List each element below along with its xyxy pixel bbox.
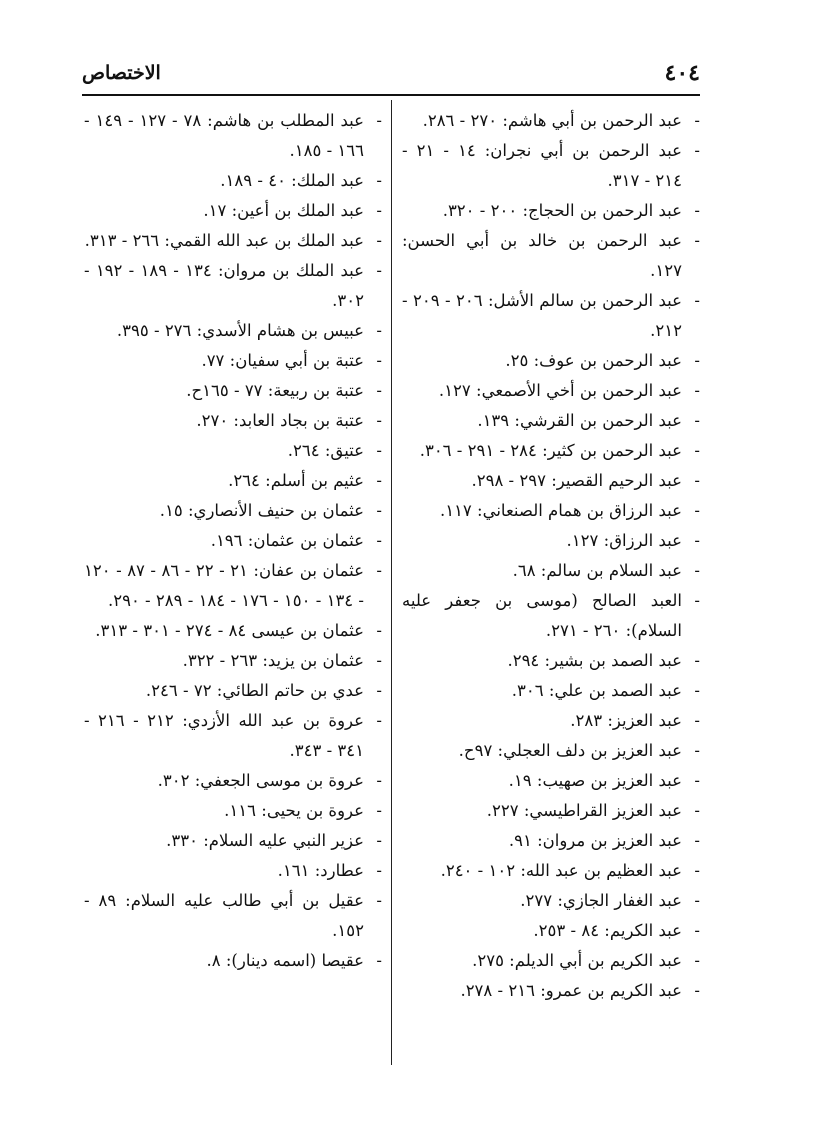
entry-dash: - [694, 861, 700, 880]
entry-dash: - [694, 741, 700, 760]
entry-text: عدي بن حاتم الطائي: ٧٢ - ٢٤٦. [145, 681, 364, 700]
index-entry [402, 916, 700, 946]
entry-text: عبد العزيز بن صهيب: ١٩. [508, 771, 682, 790]
entry-text: عبد العظيم بن عبد الله: ١٠٢ - ٢٤٠. [440, 861, 682, 880]
entry-dash: - [694, 981, 700, 1000]
entry-text: عبد الملك بن مروان: ١٣٤ - ١٨٩ - ١٩٢ - ٣٠٢. [84, 261, 364, 310]
entry-text: عبد الرحمن بن أبي هاشم: ٢٧٠ - ٢٨٦. [422, 111, 682, 130]
entry-text: عبد العزيز بن دلف العجلي: ٩٧ح. [458, 741, 682, 760]
entry-text: عبد الكريم بن أبي الديلم: ٢٧٥. [472, 951, 682, 970]
index-entry [84, 376, 382, 406]
entry-dash: - [376, 561, 382, 580]
index-entry [402, 466, 700, 496]
index-entry [402, 136, 700, 196]
entry-text: عبد العزيز: ٢٨٣. [570, 711, 682, 730]
entry-text: عثمان بن يزيد: ٢٦٣ - ٣٢٢. [182, 651, 364, 670]
column-divider [391, 100, 392, 1065]
index-entry [402, 556, 700, 586]
entry-text: عبد الرحمن بن سالم الأشل: ٢٠٦ - ٢٠٩ - ٢١٢. [402, 291, 682, 340]
entry-dash: - [694, 471, 700, 490]
index-entry [84, 316, 382, 346]
entry-dash: - [376, 501, 382, 520]
entry-dash: - [376, 441, 382, 460]
index-entry [402, 826, 700, 856]
entry-text: عبد الرحمن بن كثير: ٢٨٤ - ٢٩١ - ٣٠٦. [419, 441, 682, 460]
entry-dash: - [376, 411, 382, 430]
index-entry [84, 856, 382, 886]
index-entry [84, 406, 382, 436]
entry-text: عبد العزيز بن مروان: ٩١. [508, 831, 682, 850]
page-header [82, 58, 700, 96]
index-entry [402, 376, 700, 406]
index-entry [402, 976, 700, 1006]
entry-text: عبد الرحمن بن عوف: ٢٥. [505, 351, 682, 370]
entry-dash: - [694, 831, 700, 850]
entry-text: عبد الملك بن أعين: ١٧. [203, 201, 364, 220]
entry-text: عزير النبي عليه السلام: ٣٣٠. [166, 831, 364, 850]
index-entry [402, 676, 700, 706]
entry-dash: - [694, 951, 700, 970]
entry-dash: - [376, 381, 382, 400]
entry-text: عبد العزيز القراطيسي: ٢٢٧. [486, 801, 682, 820]
entry-text: عتيق: ٢٦٤. [287, 441, 364, 460]
entry-dash: - [694, 891, 700, 910]
entry-dash: - [376, 531, 382, 550]
entry-text: عبد الرحمن بن أبي نجران: ١٤ - ٢١ - ٢١٤ - ٣١٧. [402, 141, 682, 190]
index-entry [84, 946, 382, 976]
index-entry [84, 436, 382, 466]
entry-text: عبد الملك بن عبد الله القمي: ٢٦٦ - ٣١٣. [84, 231, 364, 250]
entry-text: عثيم بن أسلم: ٢٦٤. [228, 471, 364, 490]
entry-dash: - [694, 351, 700, 370]
index-entry [402, 286, 700, 346]
index-entry [402, 106, 700, 136]
index-entry [84, 466, 382, 496]
index-entry [402, 346, 700, 376]
index-entry [402, 766, 700, 796]
entry-dash: - [694, 681, 700, 700]
page-number: ٤٠٤ [664, 60, 700, 86]
index-entry [84, 256, 382, 316]
entry-dash: - [694, 711, 700, 730]
index-entry [84, 616, 382, 646]
index-entry [402, 646, 700, 676]
index-entry [84, 526, 382, 556]
entry-dash: - [694, 561, 700, 580]
entry-text: عطارد: ١٦١. [277, 861, 364, 880]
index-entry [84, 766, 382, 796]
index-entry [402, 226, 700, 286]
index-entry [84, 646, 382, 676]
index-entry [84, 106, 382, 166]
index-entry [84, 496, 382, 526]
index-entry [402, 736, 700, 766]
index-entry [402, 406, 700, 436]
entry-text: عبد الكريم: ٨٤ - ٢٥٣. [533, 921, 682, 940]
index-entry [84, 676, 382, 706]
entry-dash: - [376, 621, 382, 640]
index-entry [402, 436, 700, 466]
entry-text: عبد الصمد بن بشير: ٢٩٤. [507, 651, 682, 670]
index-entry [84, 556, 382, 616]
index-entry [84, 196, 382, 226]
entry-text: عروة بن يحيى: ١١٦. [224, 801, 364, 820]
entry-dash: - [376, 831, 382, 850]
index-entry [402, 706, 700, 736]
entry-dash: - [694, 531, 700, 550]
entry-dash: - [376, 261, 382, 280]
entry-dash: - [376, 681, 382, 700]
index-entry [84, 886, 382, 946]
entry-text: عثمان بن عيسى ٨٤ - ٢٧٤ - ٣٠١ - ٣١٣. [95, 621, 364, 640]
index-column-left [84, 106, 382, 976]
index-entry [84, 166, 382, 196]
entry-dash: - [694, 441, 700, 460]
entry-text: عبد الغفار الجازي: ٢٧٧. [520, 891, 682, 910]
entry-dash: - [694, 381, 700, 400]
entry-dash: - [376, 471, 382, 490]
index-entry [402, 796, 700, 826]
entry-text: عتبة بن أبي سفيان: ٧٧. [201, 351, 364, 370]
index-entry [402, 886, 700, 916]
entry-dash: - [376, 231, 382, 250]
entry-text: عبد الصمد بن علي: ٣٠٦. [511, 681, 682, 700]
entry-text: عثمان بن عفان: ٢١ - ٢٢ - ٨٦ - ٨٧ - ١٢٠ - ١٣٤ - ١٥٠ - ١٧٦ - ١٨٤ - ٢٨٩ - ٢٩٠. [84, 561, 364, 610]
index-entry [84, 346, 382, 376]
index-entry [402, 946, 700, 976]
entry-dash: - [376, 321, 382, 340]
entry-dash: - [694, 111, 700, 130]
entry-text: عتبة بن ربيعة: ٧٧ - ١٦٥ح. [186, 381, 364, 400]
entry-dash: - [376, 651, 382, 670]
entry-text: عبد الرحمن بن أخي الأصمعي: ١٢٧. [438, 381, 682, 400]
entry-text: عروة بن عبد الله الأزدي: ٢١٢ - ٢١٦ - ٣٤١ - ٣٤٣. [84, 711, 364, 760]
entry-dash: - [694, 201, 700, 220]
entry-text: عروة بن موسى الجعفي: ٣٠٢. [157, 771, 364, 790]
entry-dash: - [376, 351, 382, 370]
entry-text: عبد الملك: ٤٠ - ١٨٩. [220, 171, 364, 190]
index-entry [402, 856, 700, 886]
entry-text: عثمان بن حنيف الأنصاري: ١٥. [159, 501, 364, 520]
entry-text: عقيصا (اسمه دينار): ٨. [206, 951, 364, 970]
entry-dash: - [694, 801, 700, 820]
entry-text: عثمان بن عثمان: ١٩٦. [210, 531, 364, 550]
entry-dash: - [376, 951, 382, 970]
entry-dash: - [376, 171, 382, 190]
entry-dash: - [694, 291, 700, 310]
entry-text: عقيل بن أبي طالب عليه السلام: ٨٩ - ١٥٢. [84, 891, 364, 940]
index-entry [402, 526, 700, 556]
entry-dash: - [694, 411, 700, 430]
entry-dash: - [376, 111, 382, 130]
index-entry [84, 226, 382, 256]
entry-dash: - [376, 801, 382, 820]
entry-dash: - [694, 921, 700, 940]
entry-text: عبد الكريم بن عمرو: ٢١٦ - ٢٧٨. [460, 981, 682, 1000]
entry-dash: - [376, 891, 382, 910]
entry-dash: - [694, 771, 700, 790]
index-entry [84, 706, 382, 766]
entry-dash: - [376, 711, 382, 730]
entry-dash: - [694, 141, 700, 160]
book-title: الاختصاص [82, 62, 161, 84]
entry-text: عبد السلام بن سالم: ٦٨. [512, 561, 682, 580]
entry-text: عبد المطلب بن هاشم: ٧٨ - ١٢٧ - ١٤٩ - ١٦٦ - ١٨٥. [84, 111, 364, 160]
entry-dash: - [694, 501, 700, 520]
entry-dash: - [376, 861, 382, 880]
entry-text: عبد الرحمن بن خالد بن أبي الحسن: ١٢٧. [402, 231, 682, 280]
index-entry [402, 586, 700, 646]
entry-text: عبد الرحمن بن الحجاج: ٢٠٠ - ٣٢٠. [442, 201, 682, 220]
index-entry [84, 796, 382, 826]
entry-text: عتبة بن بجاد العابد: ٢٧٠. [196, 411, 364, 430]
entry-text: عبد الرحمن بن القرشي: ١٣٩. [477, 411, 682, 430]
entry-dash: - [376, 201, 382, 220]
index-entry [402, 496, 700, 526]
entry-text: عبد الرحيم القصير: ٢٩٧ - ٢٩٨. [471, 471, 682, 490]
entry-text: عبد الرزاق: ١٢٧. [566, 531, 682, 550]
entry-dash: - [694, 231, 700, 250]
entry-dash: - [694, 591, 700, 610]
entry-dash: - [376, 771, 382, 790]
index-entry [84, 826, 382, 856]
index-entry [402, 196, 700, 226]
entry-text: العبد الصالح (موسى بن جعفر عليه السلام): ٢٦٠ - ٢٧١. [402, 591, 682, 640]
entry-dash: - [694, 651, 700, 670]
entry-text: عبد الرزاق بن همام الصنعاني: ١١٧. [439, 501, 682, 520]
index-column-right [402, 106, 700, 1006]
entry-text: عبيس بن هشام الأسدي: ٢٧٦ - ٣٩٥. [116, 321, 364, 340]
